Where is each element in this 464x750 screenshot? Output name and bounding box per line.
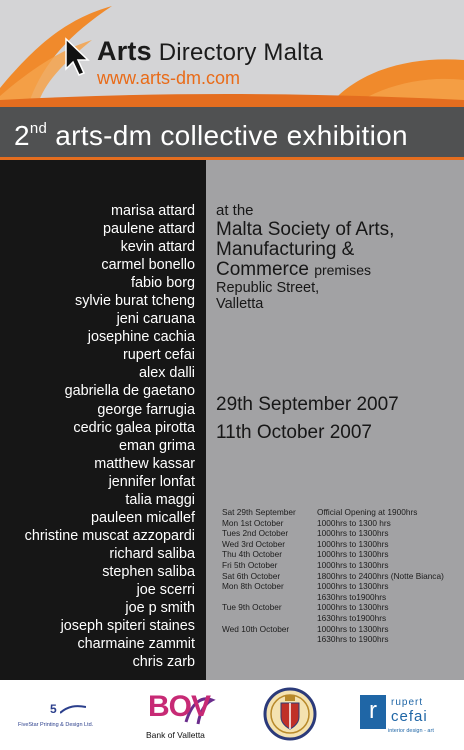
schedule-row [222,581,444,592]
artist-name: pauleen micallef [91,509,195,526]
schedule-day: Mon 8th October [222,581,284,592]
title-text: arts-dm collective exhibition [55,120,408,151]
venue-line-3 [216,260,394,280]
title-suffix: nd [29,120,48,137]
venue-line-3-main: Commerce [216,259,309,280]
cursor-arrow-icon [64,37,94,77]
schedule-time: 1000hrs to 1300hrs [317,559,389,570]
schedule-row [222,560,444,571]
artist-name: richard saliba [109,545,195,562]
venue-address-1: Republic Street, [216,280,320,296]
artist-name: chris zarb [132,654,195,671]
fivestar-mark: 5 [50,702,57,716]
artist-panel [0,160,206,680]
fivestar-name: FiveStar Printing & Design Ltd. [18,722,94,728]
schedule-day: Wed 10th October [222,623,290,634]
schedule-row [222,571,444,582]
schedule-time: 1800hrs to 2400hrs (Notte Bianca) [317,570,444,581]
exhibition-title [14,120,408,152]
bov-mark: BOV [148,690,211,723]
schedule-row [222,528,444,539]
schedule-day: Wed 3rd October [222,538,286,549]
artist-name: marisa attard [111,203,195,219]
header [0,0,464,104]
schedule-day: Mon 1st October [222,517,284,528]
schedule-day: Tue 9th October [222,602,282,613]
venue-line-1: Malta Society of Arts, [216,219,395,240]
schedule-row [222,539,444,550]
logo-name: Arts [97,36,152,66]
venue-line-2: Manufacturing & [216,239,355,260]
artist-name: fabio borg [130,275,195,292]
schedule-time: 1630hrs to 1900hrs [317,634,389,645]
schedule-row [222,549,444,560]
rupert-mark: r [360,695,386,729]
artist-name: alex dalli [139,365,195,382]
schedule-day: Tues 2nd October [222,528,289,539]
venue-address-2: Valletta [216,296,264,312]
venue-block [216,202,394,312]
artist-name: talia maggi [125,491,195,508]
title-band [0,104,464,160]
opening-hours-table [222,507,444,645]
schedule-row [222,507,444,518]
schedule-day: Fri 5th October [222,559,278,570]
bov-logo [140,690,216,744]
artist-name: jeni caruana [116,311,195,328]
schedule-day [222,592,317,603]
venue-at: at the [216,202,254,219]
schedule-time: 1000hrs to 1300hrs [317,528,389,539]
artist-name: matthew kassar [94,455,195,472]
logo-url: www.arts-dm.com [97,68,241,88]
date-end: 11th October 2007 [216,422,372,443]
coat-of-arms-icon [263,685,317,743]
artist-name: stephen saliba [102,563,195,580]
artist-name: paulene attard [102,221,195,238]
artist-name: carmel bonello [101,257,195,274]
schedule-time: 1000hrs to 1300hrs [317,549,389,560]
schedule-row [222,602,444,613]
schedule-row [222,613,444,624]
artist-name: gabriella de gaetano [64,383,195,400]
venue-line-3-small: premises [314,262,371,278]
fivestar-logo [18,696,108,736]
artist-name: jennifer lonfat [108,473,195,490]
schedule-time: 1000hrs to 1300hrs [317,581,389,592]
sponsor-footer [0,680,464,750]
artist-list [25,202,195,671]
artist-name: kevin attard [120,239,195,256]
artist-name: josephine cachia [87,329,195,346]
info-panel [206,160,464,680]
rupert-cefai-logo [360,695,440,739]
rupert-name-top: rupert [391,697,424,708]
artist-name: cedric galea pirotta [73,419,195,436]
schedule-day: Sat 29th September [222,507,296,517]
artist-name: christine muscat azzopardi [24,527,195,544]
schedule-time: 1000hrs to 1300hrs [317,538,389,549]
artist-name: joe p smith [125,600,195,617]
rupert-tagline: interior design - art [388,728,434,734]
schedule-row [222,518,444,529]
artist-name: charmaine zammit [77,636,195,653]
fivestar-swoosh-icon [60,704,86,716]
artist-name: joseph spiteri staines [60,618,195,635]
schedule-row [222,592,444,603]
schedule-day: Sat 6th October [222,570,281,581]
logo-title [97,36,323,67]
schedule-day [222,634,317,645]
schedule-row [222,624,444,635]
artist-name: joe scerri [136,581,195,598]
schedule-day [222,613,317,624]
schedule-time: 1000hrs to 1300hrs [317,602,389,613]
schedule-time: 1630hrs to1900hrs [317,612,387,623]
date-start: 29th September 2007 [216,394,399,415]
artist-name: george farrugia [97,401,195,418]
bov-name: Bank of Valletta [146,730,205,740]
schedule-day: Thu 4th October [222,549,282,560]
schedule-row [222,634,444,645]
rupert-name-bottom: cefai [391,708,428,725]
artist-name: rupert cefai [123,347,195,364]
schedule-time: 1630hrs to1900hrs [317,591,387,602]
schedule-time: 1000hrs to 1300 hrs [317,517,391,528]
title-number: 2 [14,120,30,151]
schedule-time: Official Opening at 1900hrs [317,507,418,517]
artist-name: eman grima [119,437,195,454]
artist-name: sylvie burat tcheng [75,293,195,310]
schedule-time: 1000hrs to 1300hrs [317,623,389,634]
logo-name-rest: Directory Malta [158,39,324,66]
